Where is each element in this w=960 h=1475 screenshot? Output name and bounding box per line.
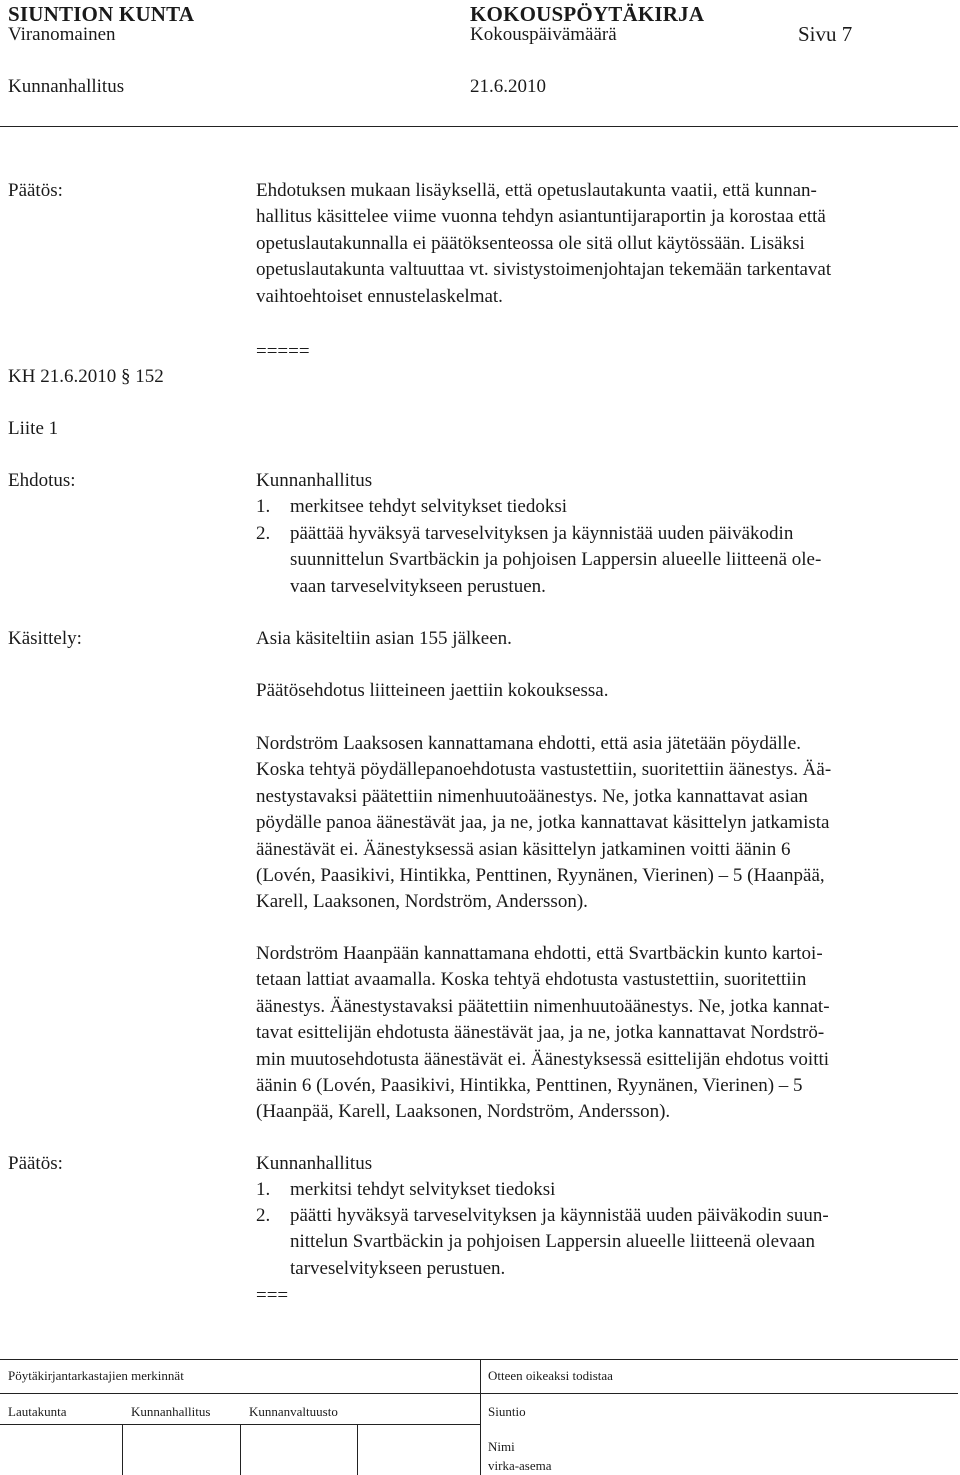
proposal-label: Ehdotus: — [8, 470, 76, 491]
authority-name: Kunnanhallitus — [8, 76, 125, 97]
footer-cell-divider — [240, 1424, 241, 1475]
text-line: Nordström Haanpään kannattamana ehdotti, että Svartbäckin kunto kartoi- — [256, 943, 823, 964]
footer-top-border — [0, 1359, 958, 1360]
text-line: päätti hyväksyä tarveselvityksen ja käynnistää uuden päiväkodin suun- — [290, 1205, 829, 1226]
text-line: pöydälle panoa äänestävät jaa, ja ne, jotka kannattavat käsittelyn jatkamista — [256, 812, 830, 834]
text-line: äänin 6 (Lovén, Paasikivi, Hintikka, Penttinen, Ryynänen, Vierinen) – 5 — [256, 1075, 803, 1097]
text-line: opetuslautakunnalla ei päätöksenteossa ole sitä ollut käytössään. Lisäksi — [256, 232, 805, 254]
text-line: äänestys. Äänestystavaksi päätettiin nimenhuutoäänestys. Ne, jotka kannat- — [256, 995, 830, 1017]
text-line: nestystavaksi päätettiin nimenhuutoäänestys. Ne, jotka kannattavat asian — [256, 785, 808, 807]
text-line: nittelun Svartbäckin ja pohjoisen Lappersin alueelle liitteenä olevaan — [290, 1231, 815, 1253]
separator: ===== — [256, 341, 310, 362]
attachment-label: Liite 1 — [8, 418, 59, 439]
position-label: virka-asema — [488, 1458, 552, 1473]
proposal-body: Kunnanhallitus — [256, 470, 373, 491]
list-item-number: 2. — [256, 523, 271, 544]
list-item — [290, 1203, 829, 1282]
footer-row-divider — [0, 1393, 958, 1394]
footer-column-divider — [480, 1359, 481, 1475]
text-line: (Lovén, Paasikivi, Hintikka, Penttinen, Ryynänen, Vierinen) – 5 (Haanpää, — [256, 865, 825, 887]
handling-paragraph: Asia käsiteltiin asian 155 jälkeen. — [256, 628, 512, 649]
list-item-number: 2. — [256, 1205, 271, 1226]
handling-paragraph — [256, 731, 956, 916]
checkers-label: Pöytäkirjantarkastajien merkinnät — [8, 1368, 184, 1383]
separator: === — [256, 1285, 289, 1306]
certified-label: Otteen oikeaksi todistaa — [488, 1368, 613, 1383]
municipality-label: Siuntio — [488, 1404, 526, 1419]
decision-text — [256, 178, 956, 310]
org-name: SIUNTION KUNTA — [8, 2, 195, 26]
meeting-date: 21.6.2010 — [470, 76, 546, 97]
text-line: hallitus käsittelee viime vuonna tehdyn asiantuntijaraportin ja korostaa että — [256, 206, 826, 228]
list-item-number: 1. — [256, 496, 271, 517]
decision-body: Kunnanhallitus — [256, 1153, 373, 1174]
text-line: min muutosehdotusta äänestävät ei. Äänestyksessä esittelijän ehdotus voitti — [256, 1048, 830, 1070]
text-line: Koska tehtyä pöydällepanoehdotusta vastustettiin, suoritettiin äänestys. Ää- — [256, 759, 832, 781]
text-line: (Haanpää, Karell, Laaksonen, Nordström, Andersson). — [256, 1101, 671, 1123]
text-line: tarveselvitykseen perustuen. — [290, 1257, 506, 1279]
text-line: vaan tarveselvitykseen perustuen. — [290, 575, 546, 597]
text-line: Karell, Laaksonen, Nordström, Andersson). — [256, 891, 588, 913]
handling-label: Käsittely: — [8, 628, 82, 649]
name-label: Nimi — [488, 1439, 515, 1454]
text-line: vaihtoehtoiset ennustelaskelmat. — [256, 285, 503, 307]
text-line: opetuslautakunta valtuuttaa vt. sivistystoimenjohtajan tekemään tarkentavat — [256, 259, 832, 281]
handling-paragraph — [256, 941, 956, 1126]
text-line: päättää hyväksyä tarveselvityksen ja käynnistää uuden päiväkodin — [290, 523, 794, 544]
footer-cell-divider — [357, 1424, 358, 1475]
text-line: suunnittelun Svartbäckin ja pohjoisen Lappersin alueelle liitteenä ole- — [290, 549, 822, 571]
date-label: Kokouspäivämäärä — [470, 24, 617, 45]
text-line: tavat esittelijän ehdotusta äänestävät jaa, ja ne, jotka kannattavat Nordströ- — [256, 1022, 825, 1044]
text-line: tetaan lattiat avaamalla. Koska tehtyä ehdotusta vastustettiin, suoritettiin — [256, 969, 807, 991]
header-divider — [0, 126, 958, 127]
text-line: Ehdotuksen mukaan lisäyksellä, että opetuslautakunta vaatii, että kunnan- — [256, 180, 817, 201]
government-label: Kunnanhallitus — [131, 1404, 211, 1419]
text-line: äänestävät ei. Äänestyksessä asian käsittelyn jatkaminen voitti äänin 6 — [256, 838, 791, 860]
handling-paragraph: Päätösehdotus liitteineen jaettiin kokouksessa. — [256, 680, 609, 701]
council-label: Kunnanvaltuusto — [249, 1404, 338, 1419]
footer-cell-divider — [122, 1424, 123, 1475]
decision-label: Päätös: — [8, 1153, 63, 1174]
list-item-number: 1. — [256, 1179, 271, 1200]
list-item: merkitsee tehdyt selvitykset tiedoksi — [290, 496, 568, 517]
list-item — [290, 521, 821, 600]
list-item: merkitsi tehdyt selvitykset tiedoksi — [290, 1179, 556, 1200]
decision-label: Päätös: — [8, 180, 63, 201]
board-label: Lautakunta — [8, 1404, 67, 1419]
authority-label: Viranomainen — [8, 24, 116, 45]
page-number: Sivu 7 — [798, 22, 853, 46]
doc-type: KOKOUSPÖYTÄKIRJA — [470, 2, 705, 26]
item-reference: KH 21.6.2010 § 152 — [8, 366, 164, 387]
text-line: Nordström Laaksosen kannattamana ehdotti, että asia jätetään pöydälle. — [256, 733, 801, 754]
